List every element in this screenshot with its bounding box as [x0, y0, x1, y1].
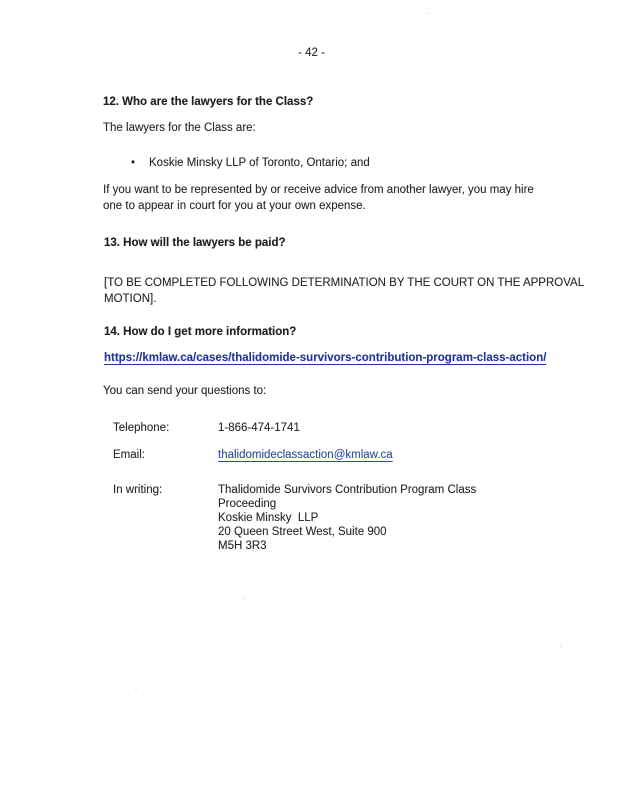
mailing-address-line: Proceeding: [218, 498, 277, 510]
mailing-address-line: Thalidomide Survivors Contribution Program Class: [218, 484, 477, 496]
in-writing-label: In writing:: [113, 484, 163, 496]
email-link[interactable]: thalidomideclassaction@kmlaw.ca: [218, 449, 393, 461]
q12-paragraph-line: one to appear in court for you at your own expense.: [103, 199, 366, 212]
telephone-value: 1-866-474-1741: [218, 422, 300, 434]
telephone-label: Telephone:: [113, 422, 170, 434]
question-12-heading: 12. Who are the lawyers for the Class?: [103, 96, 314, 108]
scan-speckle: [426, 12, 428, 14]
email-label: Email:: [113, 449, 145, 461]
q12-paragraph-line: If you want to be represented by or receive advice from another lawyer, you may hire: [103, 184, 534, 196]
scan-speckle: [347, 143, 349, 145]
q12-intro-text: The lawyers for the Class are:: [103, 122, 256, 134]
q13-paragraph-line: [TO BE COMPLETED FOLLOWING DETERMINATION BY THE COURT ON THE APPROVAL: [104, 277, 585, 289]
q13-paragraph: [104, 276, 584, 307]
mailing-address-block: [218, 483, 476, 553]
q13-paragraph-line: MOTION].: [104, 292, 157, 305]
mailing-address-line: 20 Queen Street West, Suite 900: [218, 526, 387, 538]
page-number: - 42 -: [298, 47, 325, 59]
q12-bullet-item: Koskie Minsky LLP of Toronto, Ontario; and: [149, 157, 370, 169]
q14-questions-intro: You can send your questions to:: [103, 385, 267, 397]
question-14-heading: 14. How do I get more information?: [104, 326, 297, 338]
scan-speckle: [208, 205, 210, 207]
scan-speckle: [135, 688, 137, 690]
scan-speckle: [243, 597, 245, 599]
question-13-heading: 13. How will the lawyers be paid?: [104, 237, 286, 249]
scan-speckle: [560, 645, 562, 647]
bullet-icon: •: [131, 157, 136, 169]
case-website-link[interactable]: https://kmlaw.ca/cases/thalidomide-survivors-contribution-program-class-action/: [104, 352, 547, 364]
mailing-address-line: Koskie Minsky LLP: [218, 512, 319, 524]
mailing-address-line: M5H 3R3: [218, 540, 267, 552]
q12-paragraph: [103, 183, 534, 214]
